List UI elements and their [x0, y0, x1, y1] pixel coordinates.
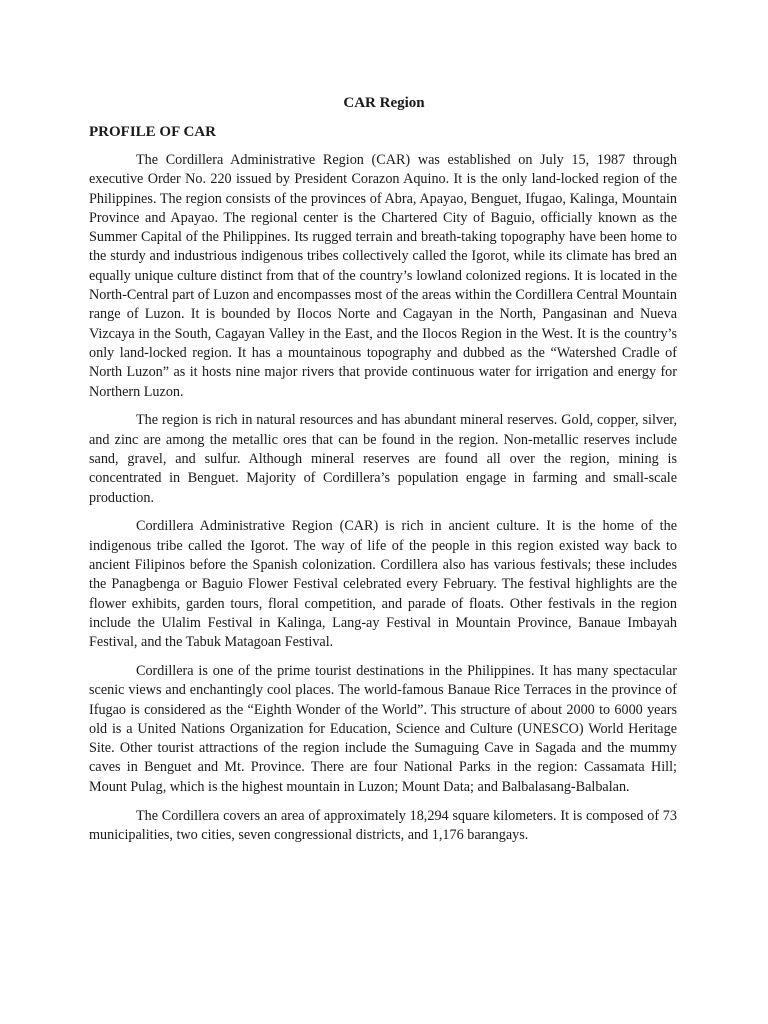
paragraph-culture: Cordillera Administrative Region (CAR) is rich in ancient culture. It is the home of the indigenous tribe called the Igorot. The way of life of the people in this region existed way back to ancient Filipinos before the Spanish colonization. Cordillera also has various festivals; these includes the Panagbenga or Baguio Flower Festival celebrated every February. The festival highlights are the flower exhibits, garden tours, floral competition, and parade of floats. Other festivals in the region include the Ulalim Festival in Kalinga, Lang-ay Festival in Mountain Province, Banaue Imbayah Festival, and the Tabuk Matagoan Festival.: [89, 518, 677, 651]
body-text: [89, 151, 677, 855]
section-heading: PROFILE OF CAR: [89, 124, 216, 140]
paragraph-resources: The region is rich in natural resources and has abundant mineral reserves. Gold, copper, silver, and zinc are among the metallic ores that can be found in the region. Non-metallic reserves include sand, gravel, and sulfur. Although mineral reserves are found all over the region, mining is concentrated in Benguet. Majority of Cordillera’s population engage in farming and small-scale production.: [89, 412, 677, 506]
paragraph-tourism: Cordillera is one of the prime tourist destinations in the Philippines. It has many spectacular scenic views and enchantingly cool places. The world-famous Banaue Rice Terraces in the province of Ifugao is considered as the “Eighth Wonder of the World”. This structure of about 2000 to 6000 years old is a United Nations Organization for Education, Science and Culture (UNESCO) World Heritage Site. Other tourist attractions of the region include the Sumaguing Cave in Sagada and the mummy caves in Benguet and Mt. Province. There are four National Parks in the region: Cassamata Hill; Mount Pulag, which is the highest mountain in Luzon; Mount Data; and Balbalasang-Balbalan.: [89, 662, 677, 795]
paragraph-area: The Cordillera covers an area of approximately 18,294 square kilometers. It is composed of 73 municipalities, two cities, seven congressional districts, and 1,176 barangays.: [89, 807, 677, 843]
paragraph-establishment: The Cordillera Administrative Region (CAR) was established on July 15, 1987 through executive Order No. 220 issued by President Corazon Aquino. It is the only land-locked region of the Philippines. The region consists of the provinces of Abra, Apayao, Benguet, Ifugao, Kalinga, Mountain Province and Apayao. The regional center is the Chartered City of Baguio, officially known as the Summer Capital of the Philippines. Its rugged terrain and breath-taking topography have been home to the sturdy and industrious indigenous tribes collectively called the Igorot, while its climate has bred an equally unique culture distinct from that of the country’s lowland colonized regions. It is located in the North-Central part of Luzon and encompasses most of the areas within the Cordillera Central Mountain range of Luzon. It is bounded by Ilocos Norte and Cagayan in the North, Pangasinan and Nueva Vizcaya in the South, Cagayan Valley in the East, and the Ilocos Region in the West. It is the country’s only land-locked region. It has a mountainous topography and dubbed as the “Watershed Cradle of North Luzon” as it hosts nine major rivers that provide continuous water for irrigation and energy for Northern Luzon.: [89, 152, 677, 400]
document-title: CAR Region: [343, 95, 425, 111]
